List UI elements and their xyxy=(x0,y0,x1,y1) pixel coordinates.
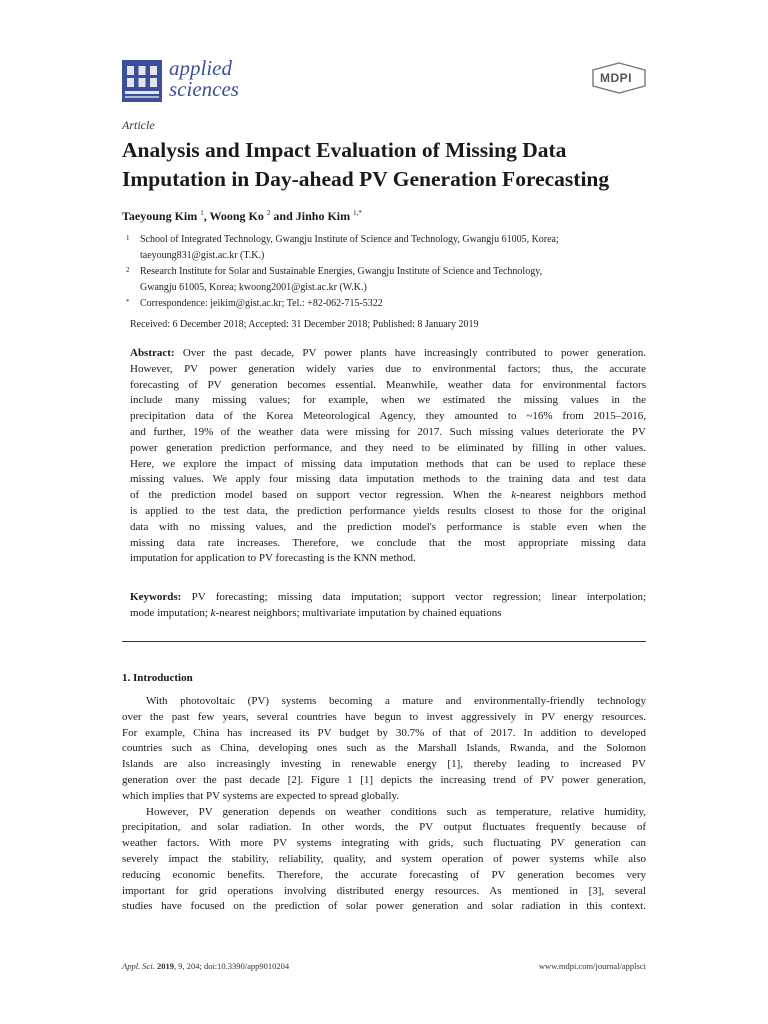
introduction-body: With photovoltaic (PV) systems becoming a mature and environmentally-friendly technology over the past few years, several countries have begun to invest aggressively in PV energy resources. For example, China has increased its PV budget by 30.7% of that of 2017. In addition to developed countries such as China, developing ones such as the Marshall Islands, Rwanda, and the Solomon Islands are also increasingly investing in renewable energy [1], thereby leading to increased PV generation over the past decade [2]. Figure 1 [1] depicts the increasing trend of PV power generation, which implies that PV systems are expected to spread globally. However, PV generation depends on weather conditions such as temperature, relative humidity, precipitation, and solar radiation. In other words, the PV output fluctuates frequently because of weather factors. With more PV systems integrating with grids, such fluctuating PV generation can severely impact the stability, reliability, quality, and system operation of power systems while also reducing economic benefits. Therefore, the accurate forecasting of PV generation becomes very important for grid operations involving distributed energy resources. As mentioned in [3], several studies have focused on the prediction of solar power generation and solar radiation in this context. xyxy=(122,695,646,913)
title-line: Imputation in Day-ahead PV Generation Forecasting xyxy=(122,167,610,191)
affiliation-item: 1 School of Integrated Technology, Gwangju Institute of Science and Technology, Gwangju 61005, Korea; taeyoung831@gist.ac.kr (T.K.) xyxy=(126,234,559,261)
footer-url-link[interactable]: www.mdpi.com/journal/applsci xyxy=(538,961,646,971)
article-type: Article xyxy=(122,118,155,132)
keywords: Keywords: PV forecasting; missing data imputation; support vector regression; linear interpolation; mode imputation; k-nearest neighbors; multivariate imputation by chained equations xyxy=(130,591,646,619)
journal-name: applied sciences xyxy=(169,56,239,101)
correspondence-item: * Correspondence: jeikim@gist.ac.kr; Tel.: +82-062-715-5322 xyxy=(126,298,383,309)
footer-citation: Appl. Sci. 2019, 9, 204; doi:10.3390/app9010204 xyxy=(122,961,290,971)
paper-title xyxy=(122,136,662,194)
author-name: Woong Ko xyxy=(209,209,264,223)
title-line: Analysis and Impact Evaluation of Missing Data xyxy=(122,138,567,162)
affiliations xyxy=(122,232,652,312)
section-divider xyxy=(122,641,646,642)
journal-logo-icon xyxy=(122,60,162,102)
author-name: Taeyoung Kim xyxy=(122,209,198,223)
abstract: Abstract: Over the past decade, PV power plants have increasingly contributed to power generation. However, PV power generation widely varies due to environmental factors; thus, the accurate forecasting of PV generation becomes essential. Meanwhile, weather data for environmental factors include many missing values; for example, when we estimated the missing values in the precipitation data of the Korea Meteorological Agency, they amounted to ~16% from 2015–2016, and further, 19% of the weather data were missing for 2017. Such missing values deteriorate the PV power generation prediction performance, and they need to be eliminated by filling in other values. Here, we explore the impact of missing data imputation methods that can be used to replace these missing values. We apply four missing data imputation methods to the training data and test data of the prediction model based on support vector regression. When the k-nearest neighbors method is applied to the test data, the prediction performance yields results closest to those for the original data with no missing values, and the prediction model's performance is stable even when the missing data rate increases. Therefore, we conclude that the most appropriate missing data imputation for application to PV forecasting is the KNN method. xyxy=(130,347,647,565)
affiliation-item: 2 Research Institute for Solar and Sustainable Energies, Gwangju Institute of Science and Technology, Gwangju 61005, Korea; kwoong2001@gist.ac.kr (W.K.) xyxy=(126,266,543,293)
author-name: Jinho Kim xyxy=(295,209,351,223)
publisher-name: MDPI xyxy=(600,71,632,85)
publication-dates: Received: 6 December 2018; Accepted: 31 December 2018; Published: 8 January 2019 xyxy=(130,319,479,330)
section-heading: 1. Introduction xyxy=(122,672,193,684)
abstract-line: Abstract: Over the past decade, PV power plants have increasingly contributed to power generation. xyxy=(130,347,646,359)
author-list: Taeyoung Kim $^1$, Woong Ko $^2$ and Jinho Kim $^{1,*}$ xyxy=(122,209,362,223)
